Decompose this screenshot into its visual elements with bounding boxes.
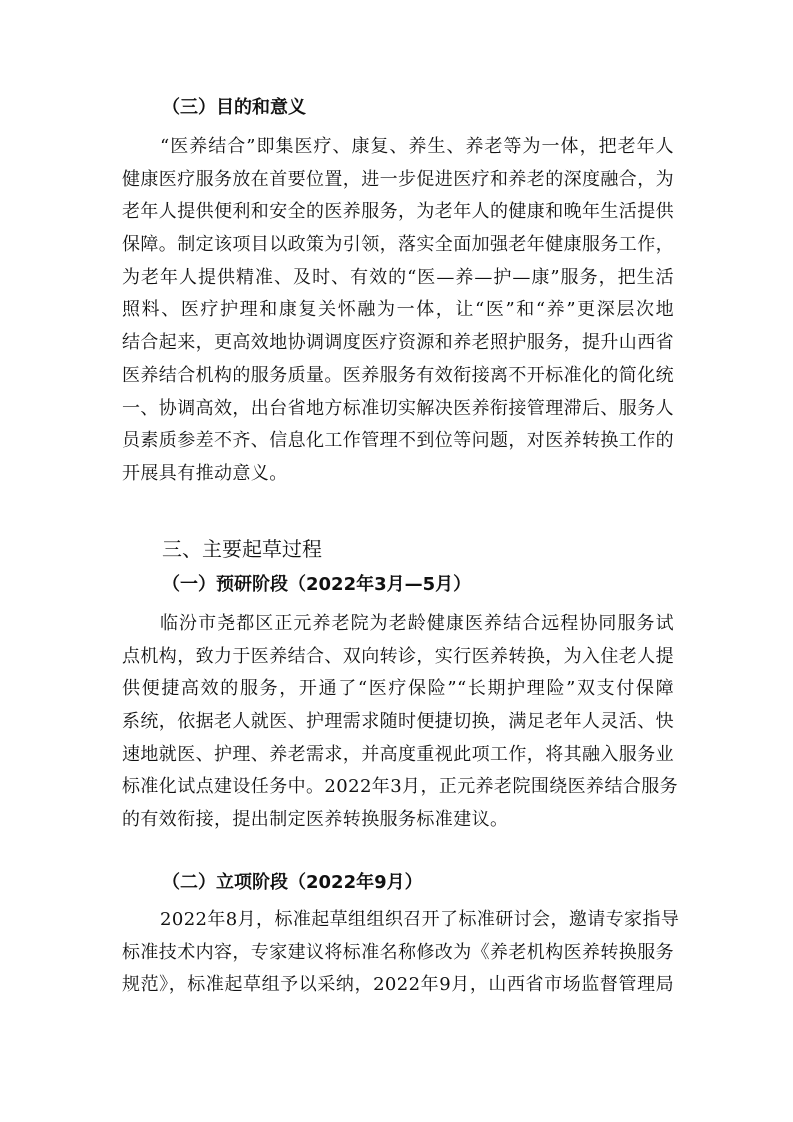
paragraph-line: 健康医疗服务放在首要位置，进一步促进医疗和养老的深度融合，为 [122, 168, 674, 190]
subsection-heading-project-approval: （二）立项阶段（2022年9月） [162, 872, 423, 893]
paragraph-line: 的有效衔接，提出制定医养转换服务标准建议。 [122, 809, 509, 831]
paragraph-line: 照料、医疗护理和康复关怀融为一体，让“医”和“养”更深层次地 [122, 299, 674, 321]
paragraph-line: 结合起来，更高效地协调调度医疗资源和养老照护服务，提升山西省 [122, 332, 674, 354]
paragraph-line: 老年人提供便利和安全的医养服务，为老年人的健康和晚年生活提供 [122, 201, 674, 223]
paragraph-line: 供便捷高效的服务，开通了“医疗保险”“长期护理险”双支付保障 [122, 678, 674, 700]
paragraph-line: 一、协调高效，出台省地方标准切实解决医养衔接管理滞后、服务人 [122, 397, 674, 419]
paragraph-line: 医养结合机构的服务质量。医养服务有效衔接离不开标准化的简化统 [122, 364, 674, 386]
paragraph-preresearch [122, 608, 679, 837]
paragraph-line: 标准技术内容，专家建议将标准名称修改为《养老机构医养转换服务 [122, 941, 674, 963]
paragraph-line: “医养结合”即集医疗、康复、养生、养老等为一体，把老年人 [160, 136, 674, 157]
paragraph-line: 员素质参差不齐、信息化工作管理不到位等问题，对医养转换工作的 [122, 430, 674, 452]
paragraph-line: 保障。制定该项目以政策为引领，落实全面加强老年健康服务工作， [122, 234, 674, 256]
paragraph-line: 开展具有推动意义。 [122, 462, 288, 484]
paragraph-purpose [122, 131, 674, 491]
paragraph-line: 点机构，致力于医养结合、双向转诊，实行医养转换，为入住老人提 [122, 645, 674, 667]
subsection-heading-preresearch: （一）预研阶段（2022年3月—5月） [162, 574, 472, 595]
paragraph-line: 规范》，标准起草组予以采纳，2022年9月，山西省市场监督管理局 [122, 974, 674, 996]
paragraph-line: 2022年8月，标准起草组组织召开了标准研讨会，邀请专家指导 [160, 909, 680, 930]
paragraph-project-approval [122, 904, 680, 1002]
paragraph-line: 标准化试点建设任务中。2022年3月，正元养老院围绕医养结合服务 [122, 776, 679, 798]
paragraph-line: 临汾市尧都区正元养老院为老龄健康医养结合远程协同服务试 [160, 613, 674, 634]
paragraph-line: 系统，依据老人就医、护理需求随时便捷切换，满足老年人灵活、快 [122, 711, 674, 733]
paragraph-line: 为老年人提供精准、及时、有效的“医—养—护—康”服务，把生活 [122, 266, 674, 288]
paragraph-line: 速地就医、护理、养老需求，并高度重视此项工作，将其融入服务业 [122, 743, 674, 765]
section-heading-drafting-process: 三、主要起草过程 [162, 537, 322, 561]
subsection-heading-purpose: （三）目的和意义 [162, 97, 306, 118]
